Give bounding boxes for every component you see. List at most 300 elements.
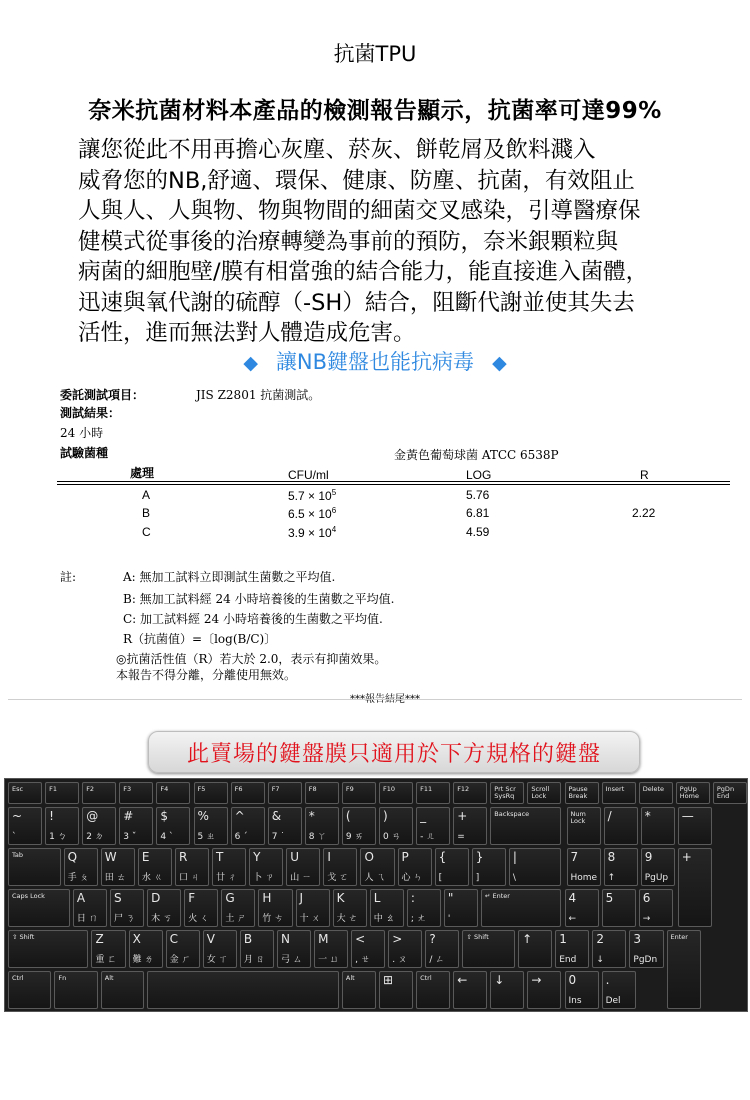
keyboard-key xyxy=(286,848,320,886)
keyboard-key xyxy=(138,848,172,886)
key-label: & xyxy=(271,809,282,823)
key-sublabel: 7 ˙ xyxy=(271,832,285,842)
keyboard-key xyxy=(602,782,636,804)
key-sublabel: 田 ㄊ xyxy=(104,873,126,883)
key-label: 0 xyxy=(568,973,577,987)
keyboard-key xyxy=(184,889,218,927)
keyboard-key xyxy=(119,782,153,804)
key-label: Esc xyxy=(12,785,24,793)
table-header-cfu: CFU/ml xyxy=(288,468,329,482)
key-sublabel: 心 ㄣ xyxy=(401,873,423,883)
keyboard-key xyxy=(258,889,292,927)
key-label: Pause Break xyxy=(568,785,588,800)
key-sublabel: 尸 ㄋ xyxy=(114,914,135,924)
key-sublabel: ← xyxy=(568,914,577,924)
key-label: Delete xyxy=(642,785,665,793)
key-label: + xyxy=(457,809,468,823)
keyboard-key xyxy=(379,807,413,845)
key-label: { xyxy=(438,850,447,864)
table-row-log: 5.76 xyxy=(466,488,490,502)
key-sublabel: 一 ㄩ xyxy=(318,955,339,965)
key-label: F2 xyxy=(86,785,95,793)
keyboard-key xyxy=(156,782,190,804)
key-sublabel: \ xyxy=(512,873,516,883)
key-label: ? xyxy=(429,932,436,946)
table-row-r: 2.22 xyxy=(632,506,656,520)
key-sublabel: [ xyxy=(438,873,443,883)
keyboard-key xyxy=(342,782,376,804)
key-label: Enter xyxy=(670,933,688,941)
table-row-treatment: C xyxy=(142,525,151,539)
key-label: D xyxy=(151,891,161,905)
keyboard-key xyxy=(277,930,311,968)
item-value: JIS Z2801 抗菌測試。 xyxy=(196,388,321,402)
keyboard-key xyxy=(360,848,394,886)
keyboard-key xyxy=(444,889,478,927)
key-label: PgUp Home xyxy=(679,785,699,800)
key-sublabel: PgUp xyxy=(644,873,669,883)
note-label: 註: xyxy=(60,570,77,584)
keyboard-photo xyxy=(4,778,748,1012)
key-sublabel: 大 ㄜ xyxy=(336,914,358,924)
key-label: Caps Lock xyxy=(12,892,45,900)
result-label: 測試結果： xyxy=(60,406,121,420)
table-row-cfu: $3.9 \times 10^4$ xyxy=(288,525,337,540)
keyboard-key xyxy=(45,807,79,845)
keyboard-key xyxy=(567,848,601,886)
key-sublabel: 0 ㄢ xyxy=(383,832,401,842)
keyboard-key xyxy=(527,782,561,804)
paragraph-line: 健模式從事後的治療轉變為事前的預防，奈米銀顆粒與 xyxy=(78,228,619,255)
key-label: K xyxy=(336,891,345,905)
keyboard-key xyxy=(333,889,367,927)
key-sublabel: 口 ㄐ xyxy=(178,873,200,883)
keyboard-key xyxy=(416,782,450,804)
keyboard-key xyxy=(407,889,441,927)
key-sublabel: ' xyxy=(447,914,451,924)
key-label: 5 xyxy=(605,891,614,905)
key-label: F4 xyxy=(160,785,169,793)
key-label: Alt xyxy=(104,974,114,982)
keyboard-key xyxy=(147,889,181,927)
key-label: — xyxy=(681,809,694,823)
key-label: U xyxy=(290,850,300,864)
key-label: 6 xyxy=(642,891,651,905)
key-label: Ctrl xyxy=(420,974,432,982)
key-label: I xyxy=(327,850,331,864)
key-label: 2 xyxy=(596,932,604,946)
key-sublabel: 人 ㄟ xyxy=(364,873,386,883)
notice-text: 此賣場的鍵盤膜只適用於下方規格的鍵盤 xyxy=(186,741,601,767)
keyboard-key xyxy=(82,807,116,845)
key-label: F5 xyxy=(197,785,206,793)
key-sublabel: 4 ˋ xyxy=(160,832,174,842)
key-label: > xyxy=(392,932,403,946)
keyboard-key xyxy=(268,807,302,845)
paragraph-line: 活性，進而無法對人體造成危害。 xyxy=(78,320,416,346)
keyboard-key xyxy=(8,889,70,927)
key-label: F10 xyxy=(383,785,396,793)
key-label: | xyxy=(512,850,517,864)
keyboard-key xyxy=(194,807,228,845)
key-label: < xyxy=(355,932,366,946)
key-sublabel: . ㄡ xyxy=(392,955,407,965)
key-label: 7 xyxy=(570,850,579,864)
key-sublabel: PgDn xyxy=(633,955,658,965)
paragraph-line: 讓您從此不用再擔心灰塵、菸灰、餅乾屑及飲料濺入 xyxy=(78,137,596,163)
table-row-cfu: $6.5 \times 10^6$ xyxy=(288,506,337,521)
key-label: T xyxy=(216,850,224,864)
key-label: Scroll Lock xyxy=(531,785,550,800)
keyboard-key xyxy=(567,807,601,845)
keyboard-key xyxy=(268,782,302,804)
key-sublabel: 難 ㄌ xyxy=(132,955,154,965)
key-label: ↓ xyxy=(494,973,505,987)
key-sublabel: Del xyxy=(605,996,621,1006)
key-sublabel: , ㄝ xyxy=(355,955,370,965)
keyboard-key xyxy=(101,848,135,886)
key-sublabel: 手 ㄆ xyxy=(67,873,89,883)
keyboard-key xyxy=(678,807,712,845)
key-label: G xyxy=(225,891,235,905)
keyboard-key xyxy=(472,848,506,886)
keyboard-key xyxy=(565,971,599,1009)
keyboard-key xyxy=(527,971,561,1009)
key-label: % xyxy=(197,809,209,823)
key-sublabel: 9 ㄞ xyxy=(345,832,364,842)
keyboard-key xyxy=(351,930,385,968)
key-label: F3 xyxy=(123,785,132,793)
keyboard-key xyxy=(212,848,246,886)
key-label: 1 xyxy=(559,932,567,946)
keyboard-key xyxy=(490,782,524,804)
key-label: ( xyxy=(345,809,351,823)
paragraph-line: 病菌的細胞壁/膜有相當強的結合能力，能直接進入菌體， xyxy=(78,259,649,285)
keyboard-key xyxy=(119,807,153,845)
keyboard-key xyxy=(73,889,107,927)
key-label: O xyxy=(364,850,374,864)
key-sublabel: → xyxy=(642,914,651,924)
key-label: F xyxy=(188,891,196,905)
key-sublabel: 卜 ㄗ xyxy=(253,873,275,883)
keyboard-key xyxy=(194,782,228,804)
key-label: Ctrl xyxy=(12,974,24,982)
duration: 24 小時 xyxy=(60,426,104,440)
key-sublabel: 重 ㄈ xyxy=(95,955,117,965)
key-sublabel: - ㄦ xyxy=(420,832,436,842)
keyboard-key xyxy=(8,807,42,845)
key-sublabel: 廿 ㄔ xyxy=(216,873,237,883)
key-sublabel: 十 ㄨ xyxy=(299,914,321,924)
note-line: R（抗菌值）=〔log(B/C)〕 xyxy=(123,632,277,646)
key-label: ⇧ Shift xyxy=(12,933,35,941)
keyboard-key xyxy=(453,971,487,1009)
keyboard-key xyxy=(398,848,432,886)
keyboard-key xyxy=(602,889,636,927)
keyboard-key xyxy=(565,889,599,927)
keyboard-key xyxy=(641,807,675,845)
description-paragraph xyxy=(78,135,718,349)
key-label: B xyxy=(243,932,253,946)
paragraph-line: 人與人、人與物、物與物間的細菌交叉感染，引導醫療保 xyxy=(78,198,641,224)
headline: 奈米抗菌材料本產品的檢測報告顯示，抗菌率可達99% xyxy=(88,98,662,124)
diamond-icon: ◆ xyxy=(492,352,507,374)
key-sublabel: 8 ㄚ xyxy=(308,832,327,842)
key-label: Q xyxy=(67,850,78,864)
key-label: L xyxy=(373,891,381,905)
key-label: S xyxy=(114,891,122,905)
key-label: ) xyxy=(383,809,388,823)
key-label: Alt xyxy=(345,974,355,982)
keyboard-key xyxy=(416,971,450,1009)
table-rule xyxy=(57,484,730,485)
keyboard-key xyxy=(639,782,673,804)
keyboard-key xyxy=(296,889,330,927)
key-sublabel: = xyxy=(457,832,465,842)
keyboard-key xyxy=(323,848,357,886)
keyboard-key xyxy=(54,971,97,1009)
key-label: F7 xyxy=(271,785,280,793)
key-label: M xyxy=(318,932,329,946)
key-sublabel: 2 ㄉ xyxy=(86,832,104,842)
keyboard-key xyxy=(676,782,710,804)
keyboard-key xyxy=(147,971,339,1009)
key-sublabel: 金 ㄏ xyxy=(169,955,191,965)
key-label: Tab xyxy=(12,851,24,859)
key-label: . xyxy=(605,973,610,987)
key-label: 9 xyxy=(644,850,653,864)
keyboard-key xyxy=(379,782,413,804)
keyboard-key xyxy=(435,848,469,886)
table-header-r: R xyxy=(640,468,649,482)
table-row-log: 6.81 xyxy=(466,506,490,520)
key-label: ⇧ Shift xyxy=(466,933,489,941)
key-label: R xyxy=(178,850,188,864)
table-row-treatment: B xyxy=(142,506,151,520)
key-label: @ xyxy=(86,809,99,823)
keyboard-key xyxy=(82,782,116,804)
keyboard-key xyxy=(509,848,562,886)
key-sublabel: 6 ˊ xyxy=(234,832,248,842)
keyboard-key xyxy=(342,807,376,845)
keyboard-key xyxy=(231,782,265,804)
key-sublabel: ↑ xyxy=(607,873,616,883)
key-label: ← xyxy=(457,973,468,987)
key-label: F12 xyxy=(457,785,470,793)
keyboard-key xyxy=(453,782,487,804)
table-header-log: LOG xyxy=(466,468,492,482)
key-sublabel: 木 ㄎ xyxy=(151,914,172,924)
key-sublabel: ; ㄤ xyxy=(410,914,426,924)
keyboard-key xyxy=(249,848,283,886)
notice-box xyxy=(148,731,640,773)
keyboard-key xyxy=(342,971,376,1009)
key-label: Backspace xyxy=(494,810,530,818)
key-sublabel: 中 ㄠ xyxy=(373,914,395,924)
key-label: ⊞ xyxy=(383,973,394,987)
note-line: 本報告不得分離，分離使用無效。 xyxy=(116,668,297,682)
banner xyxy=(0,346,750,376)
keyboard-key xyxy=(639,889,673,927)
keyboard-key xyxy=(203,930,237,968)
key-sublabel: Ins xyxy=(568,996,582,1006)
key-label: # xyxy=(123,809,134,823)
key-sublabel: 5 ㄓ xyxy=(197,832,216,842)
keyboard-key xyxy=(604,848,638,886)
key-sublabel: 水 ㄍ xyxy=(141,873,163,883)
keyboard-key xyxy=(490,807,561,845)
key-sublabel: 竹 ㄘ xyxy=(262,914,284,924)
keyboard-key xyxy=(221,889,255,927)
key-sublabel: 火 ㄑ xyxy=(188,914,210,924)
key-sublabel: ` xyxy=(12,832,17,842)
keyboard-key xyxy=(425,930,459,968)
key-sublabel: 月 ㄖ xyxy=(243,955,265,965)
key-label: W xyxy=(104,850,117,864)
note-line: B: 無加工試料經 24 小時培養後的生菌數之平均值. xyxy=(123,592,395,606)
keyboard-key xyxy=(490,971,524,1009)
key-label: " xyxy=(447,891,454,905)
keyboard-key xyxy=(175,848,209,886)
keyboard-key xyxy=(481,889,561,927)
keyboard-key xyxy=(314,930,348,968)
strain-value: 金黃色葡萄球菌 ATCC 6538P xyxy=(394,448,559,462)
keyboard-key xyxy=(388,930,422,968)
key-label: → xyxy=(531,973,542,987)
paragraph-line: 迅速與氧代謝的硫醇（-SH）結合，阻斷代謝並使其失去 xyxy=(78,289,635,316)
keyboard-key xyxy=(45,782,79,804)
key-sublabel: 土 ㄕ xyxy=(225,914,247,924)
key-label: + xyxy=(681,850,692,864)
key-sublabel: 1 ㄅ xyxy=(49,832,67,842)
key-label: Fn xyxy=(58,974,67,982)
report-end-mark: ***報告結尾*** xyxy=(350,694,420,705)
key-label: 3 xyxy=(633,932,642,946)
keyboard-key xyxy=(240,930,274,968)
key-label: Prt Scr SysRq xyxy=(494,785,516,800)
key-label: X xyxy=(132,932,141,946)
key-sublabel: 弓 ㄙ xyxy=(280,955,302,965)
key-label: ^ xyxy=(234,809,245,823)
key-label: E xyxy=(141,850,150,864)
keyboard-key xyxy=(713,782,747,804)
key-sublabel: ] xyxy=(475,873,480,883)
keyboard-key xyxy=(379,971,413,1009)
key-label: A xyxy=(76,891,86,905)
keyboard-key xyxy=(8,930,88,968)
keyboard-key xyxy=(604,807,638,845)
key-label: * xyxy=(308,809,315,823)
keyboard-key xyxy=(231,807,265,845)
key-sublabel: ↓ xyxy=(596,955,604,965)
key-label: 4 xyxy=(568,891,577,905)
key-label: ~ xyxy=(12,809,23,823)
key-label: F1 xyxy=(49,785,57,793)
table-rule xyxy=(57,481,730,482)
key-sublabel: 山 ㄧ xyxy=(290,873,312,883)
page-title: 抗菌TPU xyxy=(333,42,417,66)
key-label: H xyxy=(262,891,272,905)
keyboard-key xyxy=(667,930,701,1009)
keyboard-key xyxy=(416,807,450,845)
banner-text: 讓NB鍵盤也能抗病毒 xyxy=(275,350,475,374)
keyboard-key xyxy=(602,971,636,1009)
key-sublabel: 3 ˇ xyxy=(123,832,137,842)
strain-label: 試驗菌種 xyxy=(60,446,109,460)
keyboard-key xyxy=(678,848,712,927)
keyboard-key xyxy=(641,848,675,886)
key-label: N xyxy=(280,932,290,946)
key-label: 8 xyxy=(607,850,616,864)
key-label: PgDn End xyxy=(716,785,735,800)
key-sublabel: End xyxy=(559,955,577,965)
key-sublabel: / ㄥ xyxy=(429,955,445,965)
keyboard-key xyxy=(91,930,125,968)
keyboard-key xyxy=(8,782,42,804)
key-label: Y xyxy=(253,850,261,864)
key-label: F6 xyxy=(234,785,243,793)
key-sublabel: Home xyxy=(570,873,598,883)
key-label: / xyxy=(607,809,612,823)
key-label: P xyxy=(401,850,409,864)
table-row-treatment: A xyxy=(142,488,151,502)
keyboard-key xyxy=(166,930,200,968)
keyboard-key xyxy=(462,930,515,968)
table-row-cfu: $5.7 \times 10^5$ xyxy=(288,488,337,503)
keyboard-key xyxy=(453,807,487,845)
keyboard-key xyxy=(305,807,339,845)
key-label: ! xyxy=(49,809,54,823)
key-sublabel: 女 ㄒ xyxy=(206,955,228,965)
keyboard-key xyxy=(110,889,144,927)
key-label: : xyxy=(410,891,415,905)
keyboard-key xyxy=(101,971,144,1009)
keyboard-key xyxy=(8,848,61,886)
key-label: } xyxy=(475,850,484,864)
key-label: J xyxy=(299,891,304,905)
note-line: A: 無加工試料立即測試生菌數之平均值. xyxy=(123,570,336,584)
note-line: C: 加工試料經 24 小時培養後的生菌數之平均值. xyxy=(123,612,383,626)
table-row-log: 4.59 xyxy=(466,525,490,539)
key-label: Z xyxy=(95,932,104,946)
keyboard-key xyxy=(305,782,339,804)
keyboard-key xyxy=(8,971,51,1009)
keyboard-key xyxy=(629,930,663,968)
key-label: $ xyxy=(160,809,169,823)
keyboard-key xyxy=(156,807,190,845)
key-label: F8 xyxy=(308,785,317,793)
keyboard-key xyxy=(565,782,599,804)
key-label: C xyxy=(169,932,179,946)
keyboard-key xyxy=(592,930,626,968)
key-label: F11 xyxy=(420,785,433,793)
keyboard-key xyxy=(64,848,98,886)
paragraph-line: 威脅您的NB,舒適、環保、健康、防塵、抗菌，有效阻止 xyxy=(78,167,635,194)
key-label: ↑ xyxy=(522,932,533,946)
table-header-treatment: 處理 xyxy=(130,466,155,480)
key-label: Num Lock xyxy=(570,810,586,825)
key-label: _ xyxy=(420,809,427,823)
key-label: Insert xyxy=(605,785,625,793)
key-label: ↵ Enter xyxy=(485,892,510,900)
keyboard-key xyxy=(555,930,589,968)
diamond-icon: ◆ xyxy=(243,352,258,374)
keyboard-key xyxy=(370,889,404,927)
item-label: 委託測試項目： xyxy=(60,388,145,402)
key-label: V xyxy=(206,932,215,946)
key-sublabel: 日 ㄇ xyxy=(76,914,98,924)
keyboard-key xyxy=(518,930,552,968)
